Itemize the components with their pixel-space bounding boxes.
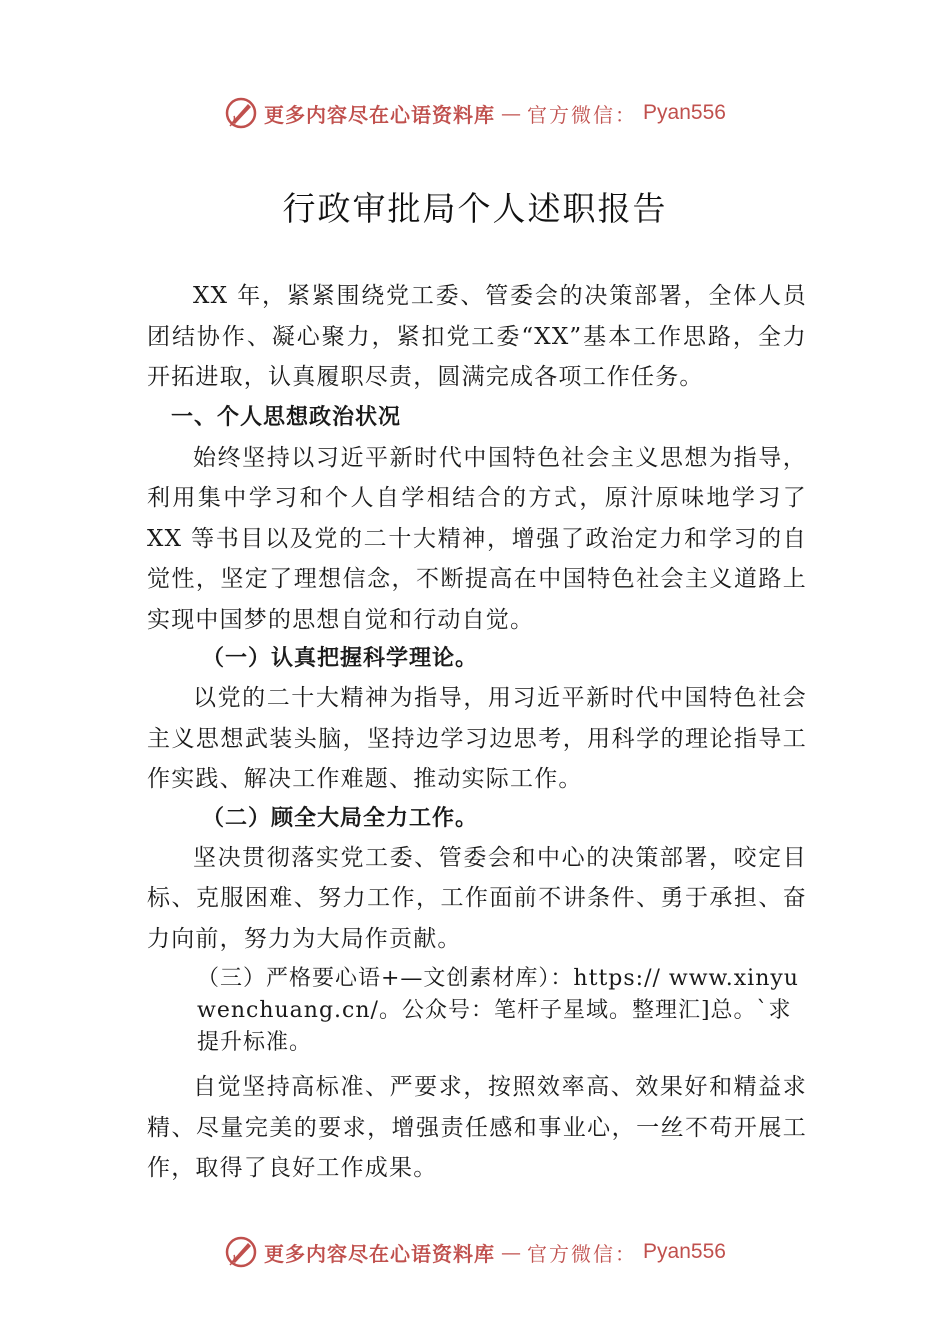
watermark-separator: — <box>501 1240 522 1264</box>
document-body <box>147 276 807 1189</box>
section-heading-1: 一、个人思想政治状况 <box>171 404 402 430</box>
watermark-separator: — <box>501 101 522 125</box>
watermark-brand: 更多内容尽在心语资料库 <box>264 102 496 127</box>
section-1-paragraph: 始终坚持以习近平新时代中国特色社会主义思想为指导，利用集中学习和个人自学相结合的方式，原汁原味地学习了 XX 等书目以及党的二十大精神，增强了政治定力和学习的自觉性，坚定了理想信念，不断提高在中国特色社会主义道路上实现中国梦的思想自觉和行动自觉。 <box>147 444 807 633</box>
subsection-heading-2: （二）顾全大局全力工作。 <box>202 804 479 831</box>
pen-logo-icon <box>224 96 258 130</box>
watermark-label: 官方微信： <box>527 1241 638 1266</box>
watermark-wechat-id: Pyan556 <box>643 1240 726 1263</box>
intro-paragraph: XX 年，紧紧围绕党工委、管委会的决策部署，全体人员团结协作、凝心聚力，紧扣党工委“XX”基本工作思路，全力开拓进取，认真履职尽责，圆满完成各项工作任务。 <box>147 283 807 390</box>
subsection-heading-1: （一）认真把握科学理论。 <box>202 645 479 671</box>
watermark-label: 官方微信： <box>527 102 638 127</box>
document-title: 行政审批局个人述职报告 <box>282 189 668 228</box>
subsection-2-paragraph: 坚决贯彻落实党工委、管委会和中心的决策部署，咬定目标、克服困难、努力工作，工作面前不讲条件、勇于承担、奋力向前，努力为大局作贡献。 <box>147 844 807 952</box>
pen-logo-icon <box>224 1235 258 1269</box>
subsection-1-paragraph: 以党的二十大精神为指导，用习近平新时代中国特色社会主义思想武装头脑，坚持边学习边思考，用科学的理论指导工作实践、解决工作难题、推动实际工作。 <box>147 685 807 792</box>
subsection-3-paragraph: 自觉坚持高标准、严要求，按照效率高、效果好和精益求精、尽量完美的要求，增强责任感和事业心，一丝不苟开展工作，取得了良好工作成果。 <box>147 1074 807 1181</box>
watermark-banner-top <box>0 93 950 133</box>
watermark-brand: 更多内容尽在心语资料库 <box>264 1241 496 1266</box>
subsection-heading-3: （三）严格要心语+—文创素材库）：https:// www.xinyuwenchuang.cn/。公众号：笔杆子星域。整理汇]总。`求提升标准。 <box>197 966 799 1055</box>
watermark-banner-bottom <box>0 1232 950 1272</box>
watermark-wechat-id: Pyan556 <box>643 101 726 124</box>
